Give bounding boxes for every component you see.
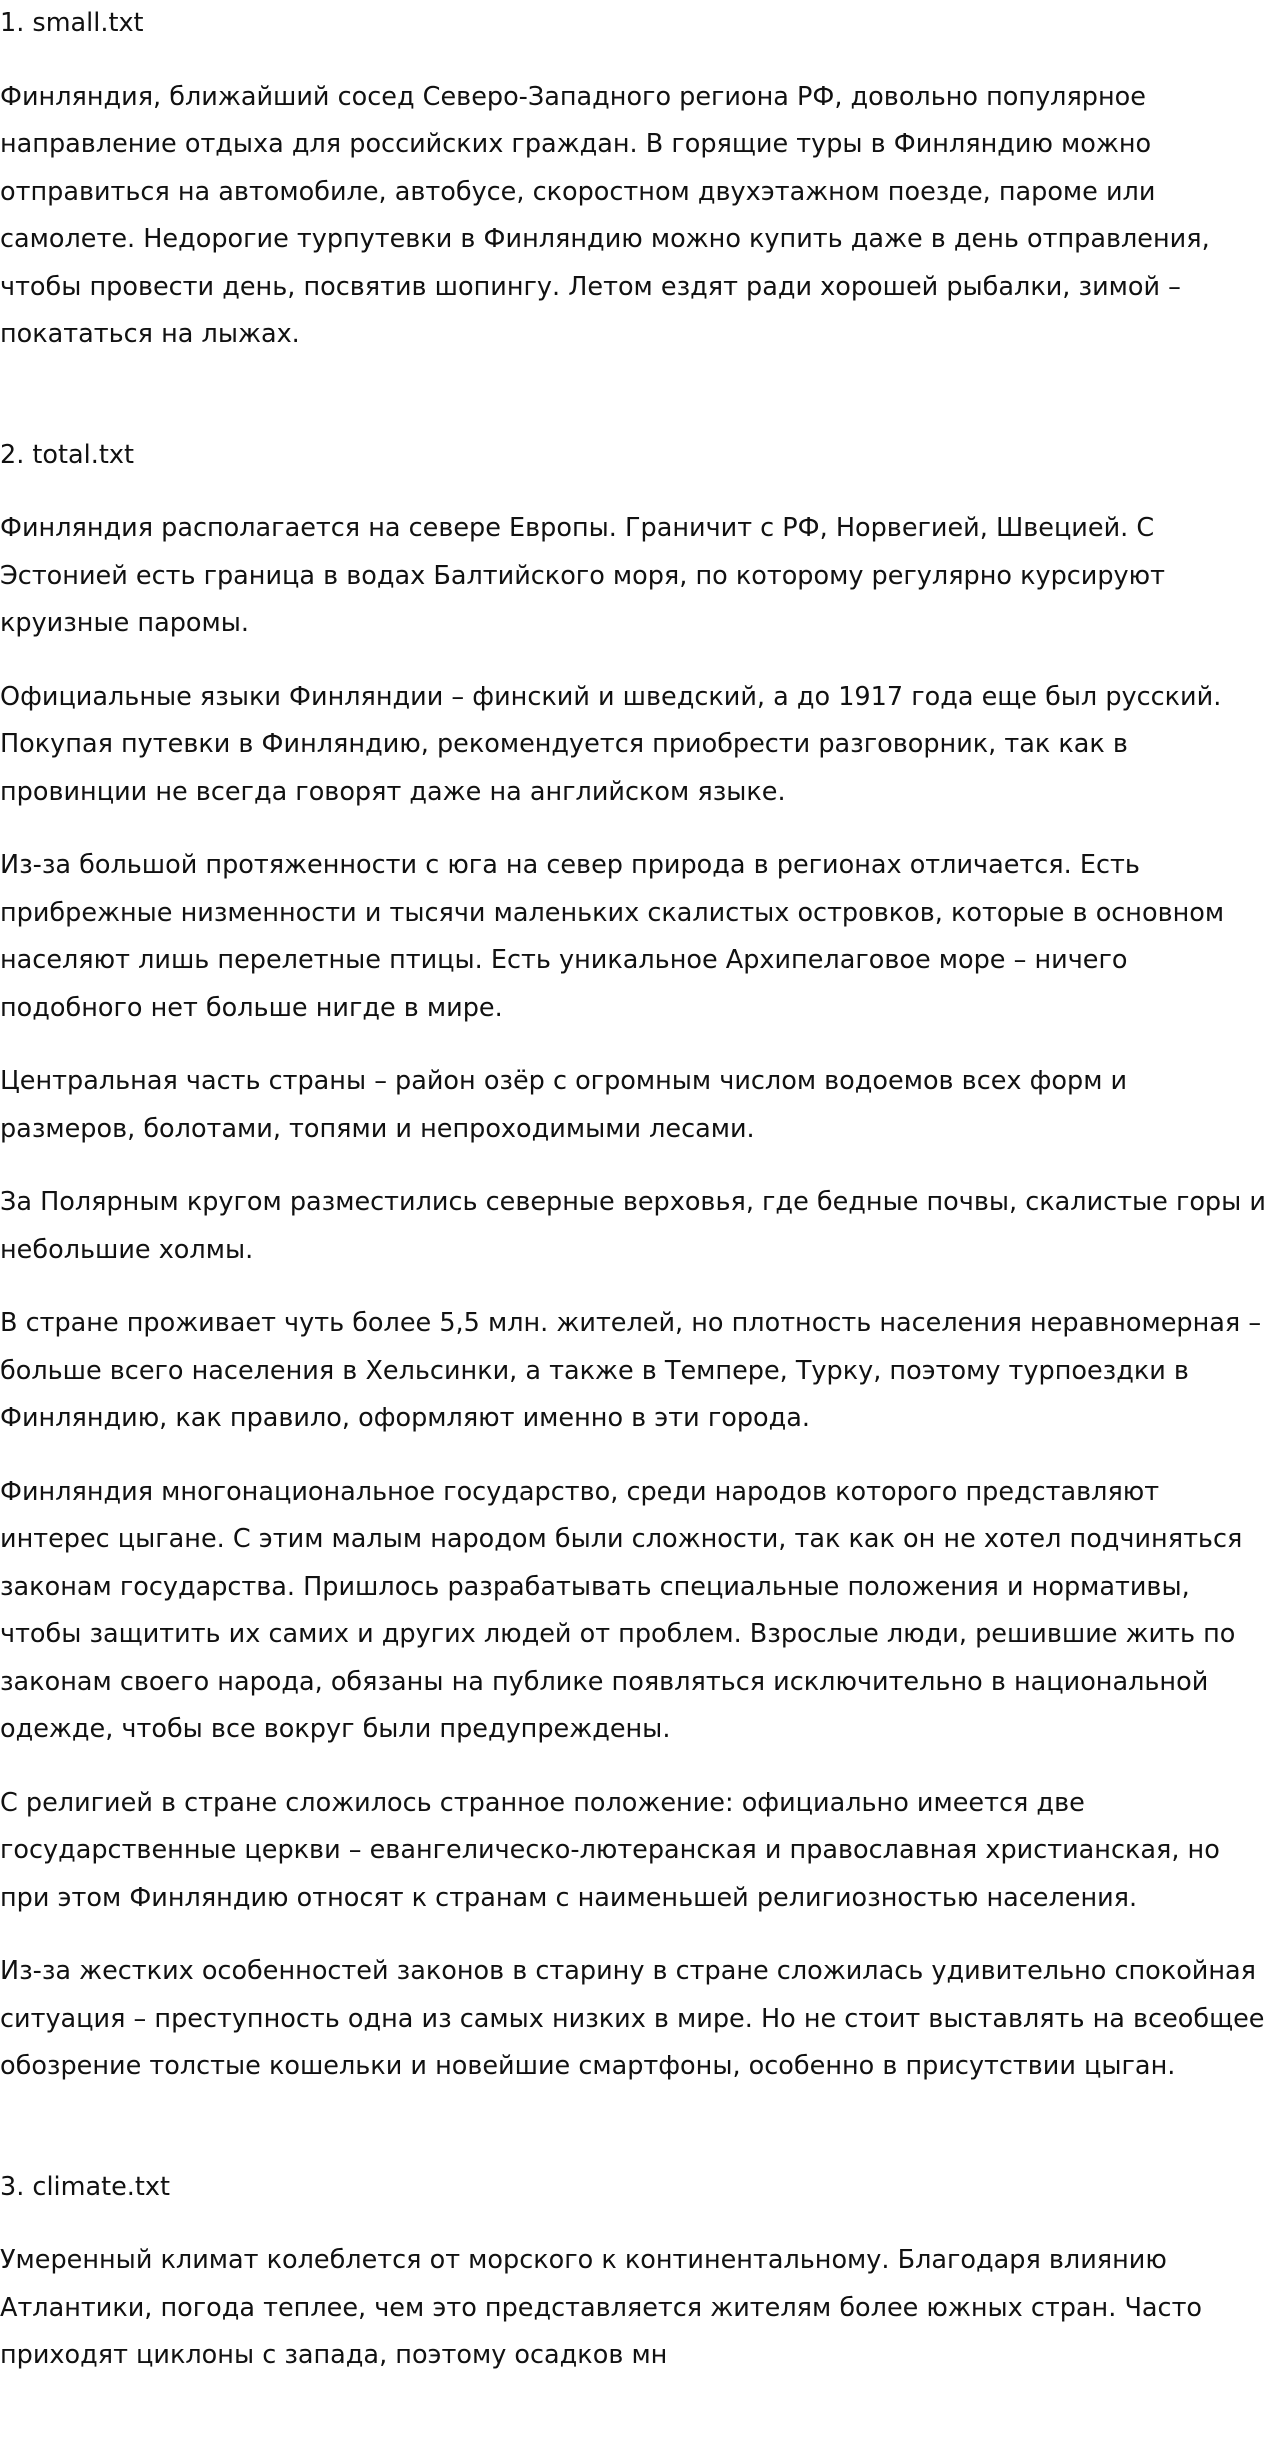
section-small	[0, 0, 1270, 359]
paragraph: Из-за большой протяженности с юга на север природа в регионах отличается. Есть прибрежные низменности и тысячи маленьких скалистых островков, которые в основном населяют лишь перелетные птицы. Есть уникальное Архипелаговое море – ничего подобного нет больше нигде в мире.	[0, 850, 1225, 1023]
section-title: 2. total.txt	[0, 439, 134, 470]
section-climate	[0, 2164, 1270, 2380]
section-total	[0, 432, 1270, 2091]
section-title: 1. small.txt	[0, 8, 144, 38]
paragraph: За Полярным кругом разместились северные верховья, где бедные почвы, скалистые горы и небольшие холмы.	[0, 1187, 1266, 1265]
paragraph: Финляндия, ближайший сосед Северо-Западного региона РФ, довольно популярное направление отдыха для российских граждан. В горящие туры в Финляндию можно отправиться на автомобиле, автобусе, скоростном двухэтажном поезде, пароме или самолете. Недорогие турпутевки в Финляндию можно купить даже в день отправления, чтобы провести день, посвятив шопингу. Летом ездят ради хорошей рыбалки, зимой – покататься на лыжах.	[0, 81, 1210, 349]
paragraph: Умеренный климат колеблется от морского к континентальному. Благодаря влиянию Атлантики, погода теплее, чем это представляется жителям более южных стран. Часто приходят циклоны с запада, поэтому осадков мн	[0, 2245, 1203, 2370]
paragraph: С религией в стране сложилось странное положение: официально имеется две государственные церкви – евангелическо-лютеранская и православная христианская, но при этом Финляндию относят к странам с наименьшей религиозностью населения.	[0, 1787, 1220, 1913]
paragraph: Из-за жестких особенностей законов в старину в стране сложилась удивительно спокойная ситуация – преступность одна из самых низких в мире. Но не стоит выставлять на всеобщее обозрение толстые кошельки и новейшие смартфоны, особенно в присутствии цыган.	[0, 1956, 1265, 2081]
paragraph: В стране проживает чуть более 5,5 млн. жителей, но плотность населения неравномерная – больше всего населения в Хельсинки, а также в Темпере, Турку, поэтому турпоездки в Финляндию, как правило, оформляют именно в эти города.	[0, 1308, 1262, 1433]
section-title: 3. climate.txt	[0, 2171, 170, 2202]
paragraph: Центральная часть страны – район озёр с огромным числом водоемов всех форм и размеров, болотами, топями и непроходимыми лесами.	[0, 1066, 1128, 1144]
paragraph: Финляндия располагается на севере Европы. Граничит с РФ, Норвегией, Швецией. С Эстонией есть граница в водах Балтийского моря, по которому регулярно курсируют круизные паромы.	[0, 513, 1165, 638]
paragraph: Официальные языки Финляндии – финский и шведский, а до 1917 года еще был русский. Покупая путевки в Финляндию, рекомендуется приобрести разговорник, так как в провинции не всегда говорят даже на английском языке.	[0, 681, 1222, 807]
paragraph: Финляндия многонациональное государство, среди народов которого представляют интерес цыгане. С этим малым народом были сложности, так как он не хотел подчиняться законам государства. Пришлось разрабатывать специальные положения и нормативы, чтобы защитить их самих и других людей от проблем. Взрослые люди, решившие жить по законам своего народа, обязаны на публике появляться исключительно в национальной одежде, чтобы все вокруг были предупреждены.	[0, 1476, 1243, 1744]
